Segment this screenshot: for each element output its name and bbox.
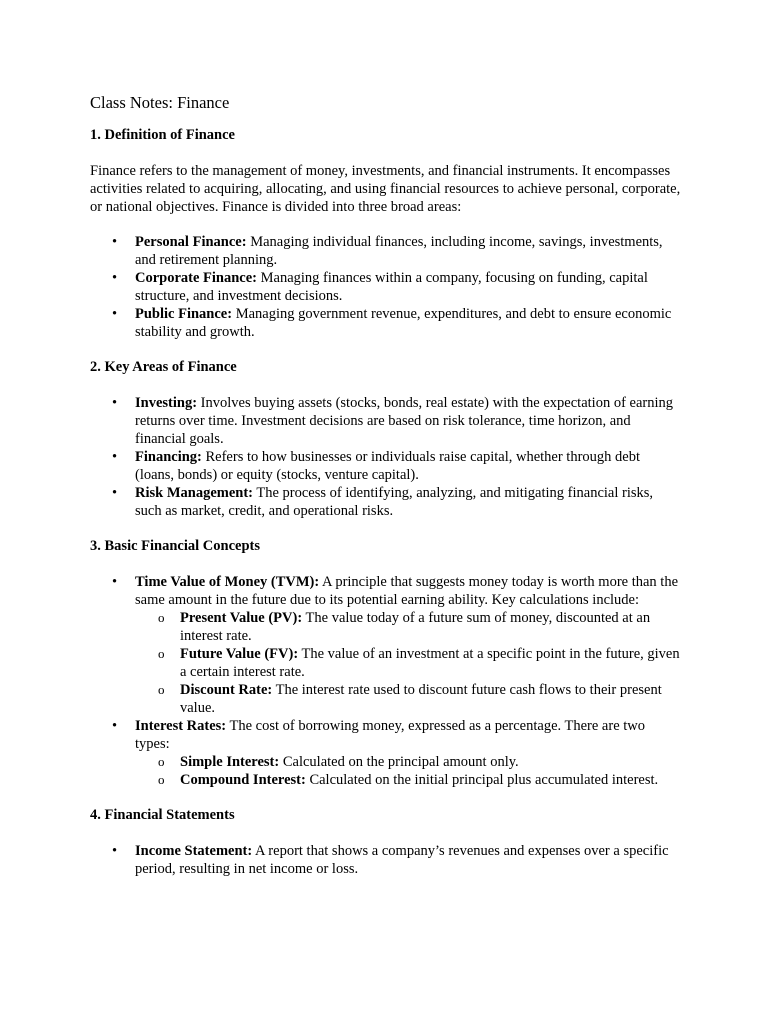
section-heading: 1. Definition of Finance: [90, 127, 235, 143]
term: Present Value (PV):: [180, 610, 303, 626]
sub-list-item: [135, 681, 682, 717]
list-item: [90, 233, 682, 269]
term: Investing:: [135, 395, 198, 411]
term: Personal Finance:: [135, 234, 247, 250]
definition: Involves buying assets (stocks, bonds, real estate) with the expectation of earning returns over time. Investment decisions are based on risk tolerance, time horizon, and financial goals.: [135, 395, 674, 447]
sub-list-item: [135, 645, 682, 681]
bullet-list: [90, 573, 682, 789]
term: Corporate Finance:: [135, 270, 258, 286]
section-financial-statements: [90, 806, 682, 878]
definition: Calculated on the principal amount only.: [279, 754, 519, 770]
list-item: [90, 305, 682, 341]
bullet-list: [90, 842, 682, 878]
definition: The value today of a future sum of money, discounted at an interest rate.: [180, 610, 651, 644]
list-item: [90, 842, 682, 878]
sub-list-item: [135, 771, 682, 789]
section-intro: Finance refers to the management of money, investments, and financial instruments. It encompasses activities related to acquiring, allocating, and using financial resources to achieve personal, corporate, or national objectives. Finance is divided into three broad areas:: [90, 163, 681, 215]
term: Time Value of Money (TVM):: [135, 574, 320, 590]
definition: A principle that suggests money today is worth more than the same amount in the future due to its potential earning ability. Key calculations include:: [135, 574, 679, 608]
term: Simple Interest:: [180, 754, 280, 770]
list-item: [90, 448, 682, 484]
definition: Calculated on the initial principal plus accumulated interest.: [305, 772, 659, 788]
list-item: [90, 394, 682, 448]
sub-list: [135, 609, 682, 717]
sub-list-item: [135, 753, 682, 771]
sub-list: [135, 753, 682, 789]
section-definition-of-finance: [90, 126, 682, 341]
definition: Managing government revenue, expenditures, and debt to ensure economic stability and growth.: [135, 306, 672, 340]
bullet-list: [90, 394, 682, 520]
definition: The interest rate used to discount future cash flows to their present value.: [180, 682, 662, 716]
list-item: [90, 484, 682, 520]
definition: A report that shows a company’s revenues and expenses over a specific period, resulting in net income or loss.: [135, 843, 669, 877]
list-item: [90, 573, 682, 717]
document-page: [90, 92, 682, 895]
term: Income Statement:: [135, 843, 253, 859]
section-heading: 3. Basic Financial Concepts: [90, 538, 260, 554]
term: Risk Management:: [135, 485, 254, 501]
definition: The process of identifying, analyzing, and mitigating financial risks, such as market, credit, and operational risks.: [135, 485, 654, 519]
list-item: [90, 717, 682, 789]
term: Interest Rates:: [135, 718, 227, 734]
definition: Managing finances within a company, focusing on funding, capital structure, and investment decisions.: [135, 270, 648, 304]
term: Financing:: [135, 449, 202, 465]
definition: The cost of borrowing money, expressed as a percentage. There are two types:: [135, 718, 646, 752]
definition: Managing individual finances, including income, savings, investments, and retirement planning.: [135, 234, 663, 268]
section-key-areas-of-finance: [90, 358, 682, 520]
definition: The value of an investment at a specific point in the future, given a certain interest rate.: [180, 646, 680, 680]
term: Discount Rate:: [180, 682, 273, 698]
term: Public Finance:: [135, 306, 233, 322]
list-item: [90, 269, 682, 305]
bullet-list: [90, 233, 682, 341]
term: Compound Interest:: [180, 772, 306, 788]
section-heading: 4. Financial Statements: [90, 807, 235, 823]
sub-list-item: [135, 609, 682, 645]
term: Future Value (FV):: [180, 646, 299, 662]
section-basic-financial-concepts: [90, 537, 682, 789]
document-title: Class Notes: Finance: [90, 93, 230, 112]
definition: Refers to how businesses or individuals raise capital, whether through debt (loans, bonds) or equity (stocks, venture capital).: [135, 449, 640, 483]
section-heading: 2. Key Areas of Finance: [90, 359, 237, 375]
